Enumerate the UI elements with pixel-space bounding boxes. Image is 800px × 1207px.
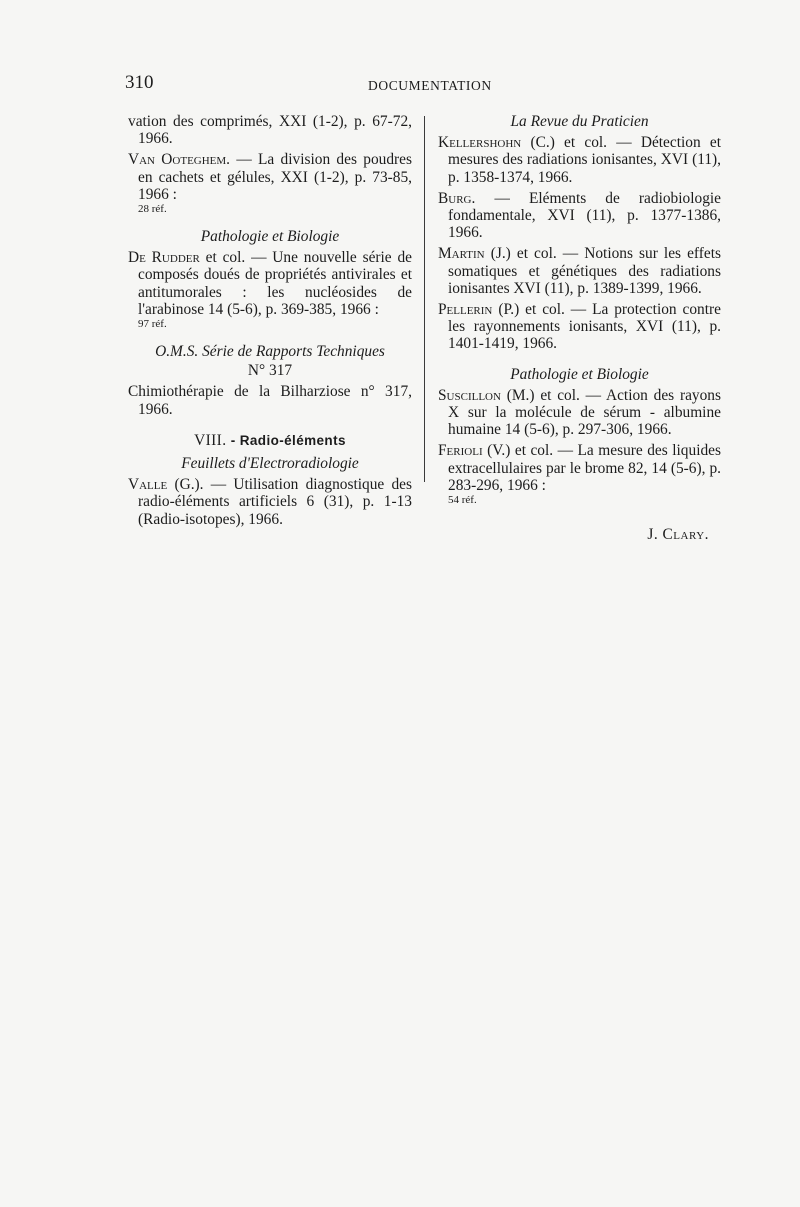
left-column <box>128 113 412 532</box>
chapter-name: - Radio-éléments <box>230 432 346 448</box>
right-column <box>438 113 721 543</box>
entry-author: Pellerin <box>438 301 493 319</box>
bibliography-entry <box>128 151 412 215</box>
entry-text: Chimiothérapie de la Bilharziose n° 317, 1966. <box>128 383 412 418</box>
bibliography-entry <box>438 190 721 242</box>
bibliography-entry <box>128 383 412 417</box>
section-title: Pathologie et Biologie <box>510 365 649 383</box>
section-title: Pathologie et Biologie <box>200 228 340 246</box>
entry-text: et col. — Une nouvelle série de composés doués de propriétés antivirales et antitumorales : les nucléosides de l'arabinose 14 (5-6), p. 369-385, 1966 : <box>138 249 412 318</box>
entry-author: Ferioli <box>438 442 483 460</box>
column-divider <box>424 116 425 482</box>
entry-author: De Rudder <box>128 249 200 267</box>
entry-author: Suscillon <box>438 386 501 404</box>
entry-author: Valle <box>128 476 168 494</box>
entry-author: Van Ooteghem. <box>128 151 231 169</box>
entry-text: (C.) et col. — Détection et mesures des radiations ionisantes, XVI (11), p. 1358-1374, 1966. <box>448 134 721 186</box>
entry-text: (J.) et col. — Notions sur les effets somatiques et génétiques des radiations ionisantes XVI (11), p. 1389-1399, 1966. <box>448 245 721 297</box>
entry-text: (P.) et col. — La protection contre les rayonnements ionisants, XVI (11), p. 1401-1419, 1966. <box>448 301 721 353</box>
page-number: 310 <box>125 72 154 93</box>
bibliography-entry <box>438 134 721 186</box>
section-subtitle: N° 317 <box>247 362 293 380</box>
entry-refs: 54 réf. <box>448 494 477 507</box>
chapter-number: VIII. <box>194 431 227 449</box>
bibliography-entry <box>128 476 412 528</box>
bibliography-entry <box>438 442 721 506</box>
section-title: Feuillets d'Electroradiologie <box>181 455 359 473</box>
section-title: La Revue du Praticien <box>510 113 649 130</box>
entry-refs: 97 réf. <box>138 318 167 331</box>
entry-refs: 28 réf. <box>138 203 167 216</box>
entry-author: Burg. <box>438 189 476 207</box>
entry-author: Martin <box>438 245 485 263</box>
entry-text: — La division des poudres en cachets et gélules, XXI (1-2), p. 73-85, 1966 : <box>138 151 412 203</box>
bibliography-entry <box>438 245 721 297</box>
author-signature: J. Clary. <box>647 526 709 544</box>
bibliography-entry <box>438 387 721 439</box>
entry-text: (V.) et col. — La mesure des liquides extracellulaires par le brome 82, 14 (5-6), p. 283-296, 1966 : <box>448 442 721 494</box>
entry-text: (M.) et col. — Action des rayons X sur la molécule de sérum - albumine humaine 14 (5-6), p. 297-306, 1966. <box>448 386 721 439</box>
entry-text: (G.). — Utilisation diagnostique des radio-éléments artificiels 6 (31), p. 1-13 (Radio-isotopes), 1966. <box>138 476 412 528</box>
entry-text: — Eléments de radiobiologie fondamentale, XVI (11), p. 1377-1386, 1966. <box>448 189 721 242</box>
bibliography-entry: vation des comprimés, XXI (1-2), p. 67-72, 1966. <box>128 113 412 148</box>
running-title: DOCUMENTATION <box>368 78 492 93</box>
section-title: O.M.S. Série de Rapports Techniques <box>155 343 385 361</box>
entry-author: Kellershohn <box>438 134 522 152</box>
page-header <box>0 0 800 100</box>
bibliography-entry <box>438 301 721 353</box>
chapter-title <box>128 432 412 449</box>
bibliography-entry <box>128 249 412 330</box>
